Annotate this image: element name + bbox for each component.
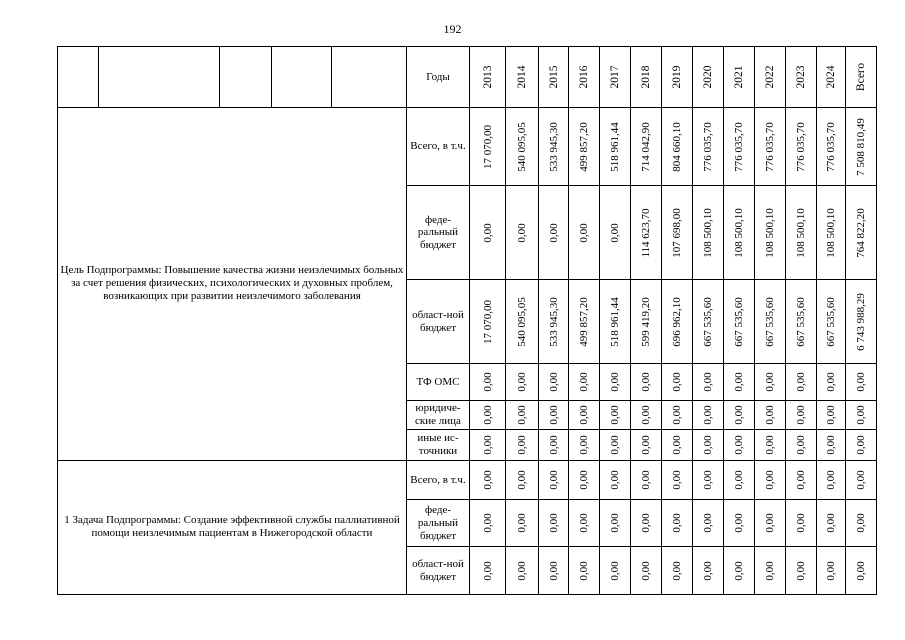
value-cell	[506, 500, 539, 547]
value-cell-text: 0,00	[671, 513, 683, 533]
value-cell-text: 696 962,10	[671, 296, 683, 347]
value-cell-text: 0,00	[547, 405, 560, 425]
value-cell	[506, 430, 539, 461]
value-cell-text: 776 035,70	[702, 121, 714, 172]
value-cell-text: 108 500,10	[733, 207, 745, 258]
value-cell	[846, 460, 877, 500]
year-header-text: 2013	[481, 65, 494, 89]
value-cell	[846, 108, 877, 186]
value-cell-text: 0,00	[855, 513, 867, 533]
value-cell-text: 0,00	[578, 372, 590, 392]
value-cell	[755, 547, 786, 595]
value-cell	[724, 364, 755, 401]
value-cell	[817, 108, 846, 186]
source-label: област-ной бюджет	[407, 279, 470, 363]
value-cell-text: 0,00	[578, 470, 590, 490]
value-cell-text: 499 857,20	[578, 296, 590, 347]
value-cell	[506, 400, 539, 429]
page-number: 192	[443, 22, 462, 36]
value-cell	[817, 400, 846, 429]
value-cell-text: 540 095,05	[516, 296, 528, 347]
value-cell	[846, 430, 877, 461]
value-cell-text: 0,00	[702, 470, 714, 490]
value-cell	[817, 500, 846, 547]
value-cell-text: 0,00	[733, 470, 745, 490]
value-cell	[470, 279, 506, 363]
value-cell-text: 0,00	[795, 405, 807, 425]
value-cell-text: 0,00	[547, 435, 560, 455]
header-empty-cell	[332, 47, 407, 108]
value-cell	[724, 279, 755, 363]
value-cell	[569, 460, 600, 500]
value-cell	[569, 279, 600, 363]
value-cell-text: 776 035,70	[825, 121, 837, 172]
value-cell-text: 0,00	[764, 435, 776, 455]
value-cell	[817, 430, 846, 461]
year-header-text: Всего	[855, 62, 867, 92]
source-label: феде-ральный бюджет	[407, 186, 470, 280]
value-cell	[539, 400, 569, 429]
value-cell	[755, 430, 786, 461]
value-cell-text: 0,00	[516, 560, 528, 581]
value-cell	[600, 547, 631, 595]
value-cell	[470, 547, 506, 595]
value-cell-text: 0,00	[671, 470, 683, 490]
value-cell-text: 0,00	[702, 560, 714, 581]
value-cell	[662, 108, 693, 186]
value-cell	[786, 430, 817, 461]
value-cell-text: 0,00	[795, 470, 807, 490]
value-cell-text: 108 500,10	[825, 207, 837, 258]
value-cell-text: 0,00	[733, 372, 745, 392]
value-cell-text: 0,00	[733, 560, 745, 581]
value-cell-text: 0,00	[547, 372, 560, 392]
value-cell	[724, 500, 755, 547]
value-cell	[846, 186, 877, 280]
value-cell	[786, 547, 817, 595]
value-cell	[600, 400, 631, 429]
value-cell-text: 533 945,30	[547, 296, 560, 347]
goal-description: Цель Подпрограммы: Повышение качества жизни неизлечимых больных за счет решения физических, психологических и духовных проблем, возникающих при развитии неизлечимого заболевания	[58, 108, 407, 461]
value-cell-text: 0,00	[855, 470, 867, 490]
value-cell	[846, 547, 877, 595]
value-cell	[506, 108, 539, 186]
value-cell	[724, 460, 755, 500]
value-cell	[662, 547, 693, 595]
value-cell-text: 0,00	[609, 560, 621, 581]
value-cell	[662, 279, 693, 363]
value-cell	[600, 279, 631, 363]
value-cell	[755, 400, 786, 429]
value-cell-text: 0,00	[795, 372, 807, 392]
years-label: Годы	[407, 47, 470, 108]
year-header	[506, 47, 539, 108]
value-cell	[470, 460, 506, 500]
value-cell	[755, 186, 786, 280]
value-cell	[724, 108, 755, 186]
value-cell	[470, 186, 506, 280]
value-cell	[631, 279, 662, 363]
year-header	[693, 47, 724, 108]
value-cell	[724, 547, 755, 595]
value-cell	[600, 500, 631, 547]
value-cell-text: 0,00	[702, 405, 714, 425]
year-header-text: 2018	[640, 65, 652, 89]
value-cell-text: 0,00	[578, 513, 590, 533]
year-header	[631, 47, 662, 108]
year-header	[600, 47, 631, 108]
year-header-text: 2016	[578, 65, 590, 89]
value-cell-text: 0,00	[481, 435, 494, 455]
value-cell	[693, 547, 724, 595]
value-cell-text: 6 743 988,29	[855, 292, 867, 351]
value-cell	[724, 400, 755, 429]
value-cell-text: 0,00	[609, 435, 621, 455]
task-row	[58, 460, 877, 500]
value-cell-text: 0,00	[516, 470, 528, 490]
value-cell	[600, 186, 631, 280]
value-cell-text: 108 500,10	[764, 207, 776, 258]
value-cell-text: 0,00	[516, 405, 528, 425]
value-cell-text: 0,00	[609, 372, 621, 392]
header-row	[58, 47, 877, 108]
value-cell-text: 107 698,00	[671, 207, 683, 258]
value-cell-text: 0,00	[640, 470, 652, 490]
goal-row	[58, 108, 877, 186]
value-cell	[786, 364, 817, 401]
value-cell-text: 0,00	[481, 372, 494, 392]
value-cell	[539, 460, 569, 500]
value-cell-text: 0,00	[825, 470, 837, 490]
value-cell-text: 0,00	[825, 513, 837, 533]
value-cell	[786, 500, 817, 547]
value-cell	[631, 364, 662, 401]
value-cell-text: 667 535,60	[702, 296, 714, 347]
value-cell-text: 0,00	[578, 222, 590, 243]
value-cell-text: 108 500,10	[702, 207, 714, 258]
value-cell-text: 0,00	[516, 513, 528, 533]
value-cell-text: 540 095,05	[516, 121, 528, 172]
value-cell	[662, 500, 693, 547]
value-cell-text: 0,00	[640, 560, 652, 581]
value-cell-text: 0,00	[764, 372, 776, 392]
value-cell	[662, 430, 693, 461]
value-cell-text: 0,00	[702, 435, 714, 455]
value-cell-text: 0,00	[671, 405, 683, 425]
value-cell-text: 0,00	[733, 513, 745, 533]
value-cell-text: 518 961,44	[609, 121, 621, 172]
value-cell-text: 764 822,20	[855, 207, 867, 258]
value-cell	[755, 108, 786, 186]
value-cell	[631, 547, 662, 595]
header-empty-cell	[220, 47, 272, 108]
value-cell	[817, 279, 846, 363]
value-cell-text: 7 508 810,49	[855, 117, 867, 176]
header-empty-cell	[99, 47, 220, 108]
value-cell-text: 0,00	[795, 435, 807, 455]
value-cell-text: 0,00	[640, 513, 652, 533]
value-cell	[693, 364, 724, 401]
value-cell-text: 804 660,10	[671, 121, 683, 172]
source-label: Всего, в т.ч.	[407, 460, 470, 500]
value-cell	[600, 430, 631, 461]
value-cell	[817, 364, 846, 401]
value-cell-text: 0,00	[640, 405, 652, 425]
value-cell	[846, 400, 877, 429]
value-cell	[470, 500, 506, 547]
value-cell	[539, 279, 569, 363]
value-cell-text: 17 070,00	[481, 299, 494, 344]
value-cell	[539, 364, 569, 401]
value-cell-text: 0,00	[825, 372, 837, 392]
value-cell-text: 0,00	[481, 560, 494, 581]
year-header	[470, 47, 506, 108]
value-cell	[693, 430, 724, 461]
value-cell-text: 0,00	[609, 222, 621, 243]
value-cell	[817, 460, 846, 500]
value-cell	[817, 186, 846, 280]
value-cell-text: 518 961,44	[609, 296, 621, 347]
value-cell	[600, 108, 631, 186]
value-cell	[569, 430, 600, 461]
value-cell	[539, 500, 569, 547]
value-cell	[724, 186, 755, 280]
value-cell-text: 0,00	[825, 435, 837, 455]
value-cell-text: 0,00	[825, 405, 837, 425]
value-cell-text: 0,00	[702, 513, 714, 533]
value-cell	[631, 460, 662, 500]
year-header	[817, 47, 846, 108]
value-cell	[506, 279, 539, 363]
year-header-text: 2021	[733, 65, 745, 89]
value-cell-text: 0,00	[481, 513, 494, 533]
value-cell-text: 0,00	[609, 513, 621, 533]
value-cell-text: 776 035,70	[733, 121, 745, 172]
value-cell	[755, 500, 786, 547]
value-cell-text: 0,00	[578, 435, 590, 455]
value-cell-text: 0,00	[764, 560, 776, 581]
value-cell	[569, 364, 600, 401]
year-header	[662, 47, 693, 108]
value-cell	[846, 364, 877, 401]
year-header-text: 2014	[516, 65, 528, 89]
value-cell	[631, 500, 662, 547]
value-cell-text: 0,00	[825, 560, 837, 581]
value-cell	[569, 400, 600, 429]
value-cell	[631, 400, 662, 429]
value-cell-text: 0,00	[609, 470, 621, 490]
value-cell-text: 0,00	[547, 470, 560, 490]
value-cell-text: 0,00	[671, 560, 683, 581]
value-cell-text: 0,00	[547, 560, 560, 581]
value-cell-text: 776 035,70	[795, 121, 807, 172]
source-label: област-ной бюджет	[407, 547, 470, 595]
value-cell	[470, 108, 506, 186]
value-cell-text: 714 042,90	[640, 121, 652, 172]
value-cell-text: 0,00	[733, 405, 745, 425]
value-cell-text: 0,00	[640, 435, 652, 455]
year-header-text: 2017	[609, 65, 621, 89]
value-cell-text: 114 623,70	[640, 208, 652, 258]
value-cell-text: 108 500,10	[795, 207, 807, 258]
year-header	[846, 47, 877, 108]
value-cell	[470, 430, 506, 461]
value-cell	[786, 400, 817, 429]
value-cell	[693, 460, 724, 500]
value-cell	[631, 108, 662, 186]
value-cell-text: 667 535,60	[764, 296, 776, 347]
value-cell	[539, 430, 569, 461]
year-header-text: 2024	[825, 65, 837, 89]
year-header	[724, 47, 755, 108]
header-empty-cell	[58, 47, 99, 108]
value-cell	[817, 547, 846, 595]
value-cell-text: 0,00	[855, 372, 867, 392]
value-cell-text: 0,00	[702, 372, 714, 392]
budget-table	[57, 46, 877, 595]
value-cell	[846, 279, 877, 363]
value-cell-text: 667 535,60	[733, 296, 745, 347]
year-header-text: 2020	[702, 65, 714, 89]
value-cell	[631, 430, 662, 461]
year-header-text: 2023	[795, 65, 807, 89]
value-cell	[662, 460, 693, 500]
value-cell	[506, 547, 539, 595]
value-cell	[506, 460, 539, 500]
header-empty-cell	[272, 47, 332, 108]
value-cell	[470, 364, 506, 401]
value-cell-text: 0,00	[855, 405, 867, 425]
value-cell-text: 667 535,60	[795, 296, 807, 347]
value-cell	[569, 500, 600, 547]
value-cell-text: 17 070,00	[481, 124, 494, 169]
value-cell	[724, 430, 755, 461]
value-cell	[539, 186, 569, 280]
value-cell	[506, 364, 539, 401]
value-cell	[470, 400, 506, 429]
year-header	[755, 47, 786, 108]
value-cell-text: 0,00	[795, 560, 807, 581]
value-cell	[693, 400, 724, 429]
value-cell-text: 499 857,20	[578, 121, 590, 172]
value-cell-text: 0,00	[671, 435, 683, 455]
value-cell	[755, 279, 786, 363]
value-cell	[786, 108, 817, 186]
value-cell	[693, 108, 724, 186]
value-cell	[569, 108, 600, 186]
value-cell	[569, 547, 600, 595]
value-cell-text: 0,00	[516, 222, 528, 243]
value-cell-text: 776 035,70	[764, 121, 776, 172]
value-cell-text: 667 535,60	[825, 296, 837, 347]
value-cell-text: 0,00	[547, 222, 560, 243]
value-cell	[786, 279, 817, 363]
value-cell-text: 0,00	[640, 372, 652, 392]
value-cell	[693, 500, 724, 547]
value-cell-text: 0,00	[516, 372, 528, 392]
value-cell	[539, 108, 569, 186]
value-cell-text: 0,00	[578, 405, 590, 425]
value-cell-text: 0,00	[516, 435, 528, 455]
value-cell	[569, 186, 600, 280]
value-cell	[693, 279, 724, 363]
value-cell-text: 0,00	[481, 470, 494, 490]
value-cell-text: 0,00	[764, 470, 776, 490]
value-cell-text: 0,00	[671, 372, 683, 392]
value-cell-text: 0,00	[795, 513, 807, 533]
value-cell	[662, 364, 693, 401]
value-cell-text: 0,00	[764, 405, 776, 425]
source-label: Всего, в т.ч.	[407, 108, 470, 186]
task-description: 1 Задача Подпрограммы: Создание эффективной службы паллиативной помощи неизлечимым пациентам в Нижегородской области	[58, 460, 407, 594]
value-cell	[755, 460, 786, 500]
year-header-text: 2022	[764, 65, 776, 89]
year-header	[569, 47, 600, 108]
value-cell	[846, 500, 877, 547]
value-cell-text: 533 945,30	[547, 121, 560, 172]
source-label: иные ис-точники	[407, 430, 470, 461]
value-cell	[600, 364, 631, 401]
source-label: юридиче-ские лица	[407, 400, 470, 429]
value-cell	[631, 186, 662, 280]
value-cell	[662, 186, 693, 280]
value-cell-text: 0,00	[481, 405, 494, 425]
value-cell-text: 0,00	[547, 513, 560, 533]
value-cell-text: 0,00	[855, 435, 867, 455]
value-cell-text: 0,00	[609, 405, 621, 425]
value-cell-text: 0,00	[481, 222, 494, 243]
value-cell	[662, 400, 693, 429]
year-header-text: 2015	[547, 65, 560, 89]
value-cell-text: 0,00	[733, 435, 745, 455]
year-header	[539, 47, 569, 108]
value-cell-text: 0,00	[764, 513, 776, 533]
value-cell-text: 599 419,20	[640, 296, 652, 347]
value-cell-text: 0,00	[578, 560, 590, 581]
value-cell-text: 0,00	[855, 560, 867, 581]
value-cell	[786, 186, 817, 280]
year-header-text: 2019	[671, 65, 683, 89]
value-cell	[600, 460, 631, 500]
value-cell	[755, 364, 786, 401]
source-label: ТФ ОМС	[407, 364, 470, 401]
value-cell	[786, 460, 817, 500]
value-cell	[693, 186, 724, 280]
value-cell	[539, 547, 569, 595]
value-cell	[506, 186, 539, 280]
year-header	[786, 47, 817, 108]
source-label: феде-ральный бюджет	[407, 500, 470, 547]
